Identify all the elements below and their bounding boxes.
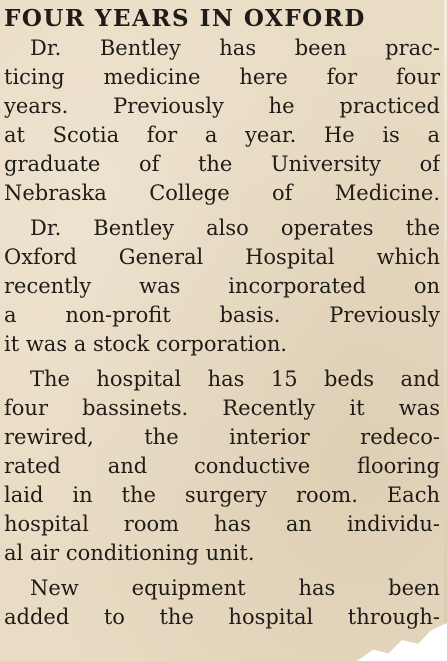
- text-line: The hospital has 15 beds and: [30, 367, 440, 391]
- text-line: years. Previously he practiced: [4, 94, 440, 118]
- paragraph-2: [4, 214, 440, 359]
- text-line: a non-profit basis. Previously: [4, 303, 440, 327]
- text-line: Dr. Bentley has been prac-: [30, 36, 440, 60]
- article-column: [4, 4, 440, 638]
- text-line: rated and conductive flooring: [4, 454, 440, 478]
- headline: FOUR YEARS IN OXFORD: [4, 5, 366, 32]
- text-line: recently was incorporated on: [4, 274, 440, 298]
- paragraph-4: [4, 574, 440, 632]
- text-line: graduate of the University of: [4, 152, 440, 176]
- text-line: Oxford General Hospital which: [4, 245, 440, 269]
- text-line: laid in the surgery room. Each: [4, 483, 440, 507]
- text-line: hospital room has an individu-: [4, 512, 440, 536]
- paragraph-3: [4, 365, 440, 568]
- text-line: ticing medicine here for four: [4, 65, 440, 89]
- text-line: Nebraska College of Medicine.: [4, 181, 440, 205]
- text-line: at Scotia for a year. He is a: [4, 123, 440, 147]
- text-line: Dr. Bentley also operates the: [30, 216, 440, 240]
- text-line: New equipment has been: [30, 576, 440, 600]
- text-line: added to the hospital through-: [4, 605, 440, 629]
- text-line: al air conditioning unit.: [4, 541, 255, 565]
- paragraph-1: [4, 34, 440, 208]
- text-line: four bassinets. Recently it was: [4, 396, 440, 420]
- text-line: it was a stock corporation.: [4, 332, 288, 356]
- text-line: rewired, the interior redeco-: [4, 425, 440, 449]
